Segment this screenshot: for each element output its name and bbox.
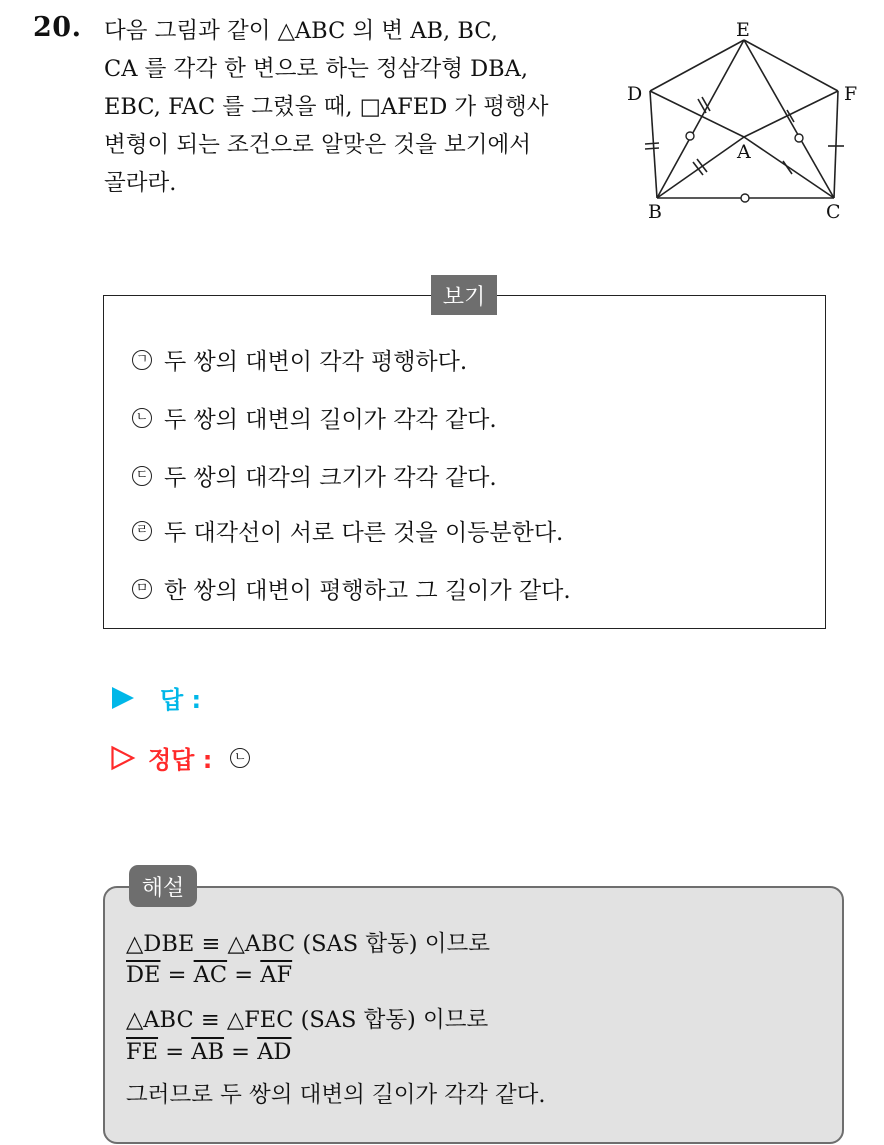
segment-label: $\overline{AB}$ bbox=[191, 1039, 225, 1065]
solution-title: 해설 bbox=[129, 865, 197, 907]
solution-line: △DBE ≡ △ABC (SAS 합동) 이므로 bbox=[126, 931, 490, 957]
segment-label: $\overline{AF}$ bbox=[260, 962, 293, 988]
bogi-item-text: 한 쌍의 대변이 평행하고 그 길이가 같다. bbox=[164, 578, 571, 604]
correct-answer-row bbox=[110, 740, 250, 775]
segment-fc bbox=[834, 91, 838, 198]
bogi-item bbox=[132, 459, 497, 492]
solution-line bbox=[126, 1039, 291, 1065]
label-d: D bbox=[627, 83, 643, 105]
question-number: 20. bbox=[33, 12, 82, 43]
label-a: A bbox=[737, 141, 751, 163]
bogi-item-marker: ㄱ bbox=[132, 350, 152, 370]
bogi-item bbox=[132, 572, 571, 605]
bogi-item bbox=[132, 343, 467, 376]
question-line: 골라라. bbox=[104, 170, 177, 196]
segment-label: $\overline{AD}$ bbox=[257, 1039, 292, 1065]
segment-db bbox=[650, 91, 657, 198]
segment-ba bbox=[657, 137, 744, 198]
question-line: CA 를 각각 한 변으로 하는 정삼각형 DBA, bbox=[104, 56, 529, 82]
segment-af bbox=[744, 91, 838, 137]
bogi-item bbox=[132, 514, 563, 547]
geometry-figure bbox=[612, 18, 872, 228]
label-f: F bbox=[844, 83, 858, 105]
segment-label: $\overline{DE}$ bbox=[126, 962, 161, 988]
bogi-item-marker: ㄹ bbox=[132, 521, 152, 541]
equals-sign: = bbox=[160, 962, 194, 988]
solution-line: △ABC ≡ △FEC (SAS 합동) 이므로 bbox=[126, 1007, 489, 1033]
label-e: E bbox=[736, 19, 750, 41]
bogi-title: 보기 bbox=[431, 275, 497, 315]
equals-sign: = bbox=[224, 1039, 258, 1065]
equals-sign: = bbox=[158, 1039, 192, 1065]
question-line: EBC, FAC 를 그렸을 때, □AFED 가 평행사 bbox=[104, 94, 549, 120]
bogi-item-marker: ㄷ bbox=[132, 466, 152, 486]
bogi-item-marker: ㅁ bbox=[132, 579, 152, 599]
play-outline-icon bbox=[110, 745, 136, 771]
segment-label: $\overline{AC}$ bbox=[193, 962, 228, 988]
segment-label: $\overline{FE}$ bbox=[126, 1039, 159, 1065]
question-line: 변형이 되는 조건으로 알맞은 것을 보기에서 bbox=[104, 132, 531, 158]
answer-label: 답 : bbox=[160, 686, 202, 714]
correct-answer-label: 정답 : bbox=[148, 746, 213, 774]
solution-line: 그러므로 두 쌍의 대변의 길이가 각각 같다. bbox=[126, 1082, 546, 1108]
segment-ac bbox=[744, 137, 834, 198]
bogi-item-text: 두 쌍의 대변이 각각 평행하다. bbox=[164, 349, 468, 375]
bogi-item-text: 두 쌍의 대각의 크기가 각각 같다. bbox=[164, 465, 497, 491]
bogi-item bbox=[132, 401, 497, 434]
solution-line bbox=[126, 962, 292, 988]
play-filled-icon bbox=[110, 685, 136, 711]
question-line: 다음 그림과 같이 △ABC 의 변 AB, BC, bbox=[104, 18, 498, 44]
question-text bbox=[104, 12, 604, 202]
bogi-item-marker: ㄴ bbox=[132, 408, 152, 428]
answer-row bbox=[110, 680, 201, 715]
equals-sign: = bbox=[227, 962, 261, 988]
segment-da bbox=[650, 91, 744, 137]
bogi-item-text: 두 대각선이 서로 다른 것을 이등분한다. bbox=[164, 520, 564, 546]
label-b: B bbox=[648, 201, 662, 223]
bogi-item-text: 두 쌍의 대변의 길이가 각각 같다. bbox=[164, 407, 497, 433]
label-c: C bbox=[826, 201, 841, 223]
correct-answer-value: ㄴ bbox=[230, 748, 250, 768]
